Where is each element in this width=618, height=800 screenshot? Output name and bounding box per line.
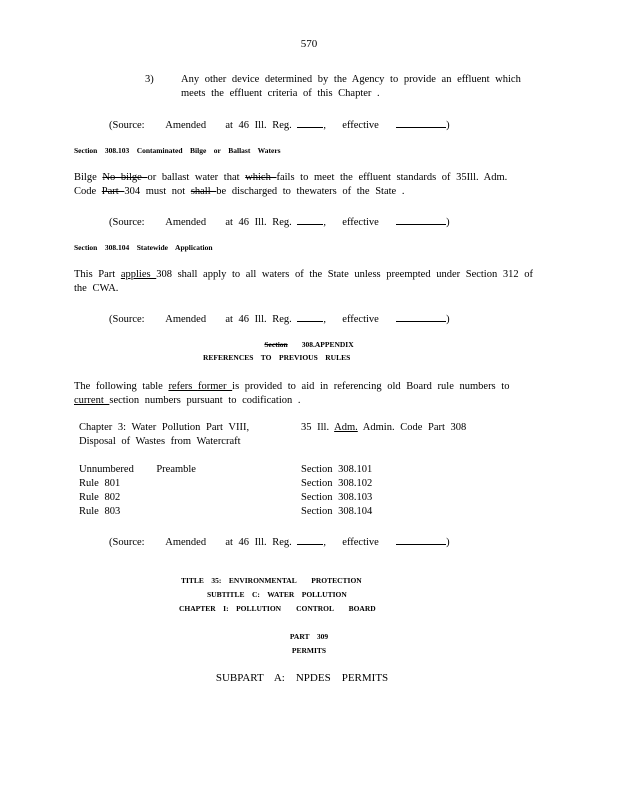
source-comma: , xyxy=(323,314,327,325)
appendix-text-line-2 xyxy=(74,395,301,406)
text-run: The following table xyxy=(74,381,169,392)
reg-blank xyxy=(297,214,323,225)
effective-blank xyxy=(396,117,446,128)
table-row-old: Unnumbered Preamble xyxy=(79,464,196,475)
text-run: fails to meet the effluent standards of 35Ill. Adm. xyxy=(276,172,508,183)
item-number: 3) xyxy=(145,74,154,85)
source-effective: effective xyxy=(342,537,379,548)
inserted-text: applies xyxy=(120,269,157,280)
source-open: (Source: xyxy=(109,120,145,131)
inserted-text: former xyxy=(197,381,233,392)
source-reg: at 46 Ill. Reg. xyxy=(225,120,292,131)
table-left-header-line-1: Chapter 3: Water Pollution Part VIII, xyxy=(79,422,250,433)
text-run: or ballast water that xyxy=(147,172,246,183)
section-308-103-text-line-1 xyxy=(74,172,507,183)
item-text-line-2: meets the effluent criteria of this Chapter . xyxy=(181,88,380,99)
source-comma: , xyxy=(323,120,327,131)
source-reg: at 46 Ill. Reg. xyxy=(225,314,292,325)
text-run: be discharged to thewaters of the State . xyxy=(216,186,405,197)
text-run: 308 shall apply to all waters of the State unless preempted under Section 312 of xyxy=(156,269,533,280)
table-row-old: Rule 803 xyxy=(79,506,121,517)
inserted-text: refers xyxy=(168,381,198,392)
table-right-header xyxy=(301,422,466,433)
source-amended: Amended xyxy=(165,217,207,228)
struck-text: shall xyxy=(190,186,217,197)
part-name: PERMITS xyxy=(291,646,327,655)
source-note xyxy=(109,117,450,131)
source-comma: , xyxy=(323,217,327,228)
text-run: 35 Ill. xyxy=(301,422,335,433)
table-row-new: Section 308.103 xyxy=(301,492,373,503)
source-open: (Source: xyxy=(109,537,145,548)
reg-blank xyxy=(297,534,323,545)
page-number: 570 xyxy=(300,38,318,50)
appendix-title: 308.APPENDIX xyxy=(301,340,354,349)
text-run: This Part xyxy=(74,269,121,280)
source-comma: , xyxy=(323,537,327,548)
title-line: TITLE 35: ENVIRONMENTAL PROTECTION xyxy=(181,576,362,585)
source-effective: effective xyxy=(342,314,379,325)
subpart-heading: SUBPART A: NPDES PERMITS xyxy=(215,672,389,684)
appendix-subtitle: REFERENCES TO PREVIOUS RULES xyxy=(203,353,351,362)
effective-blank xyxy=(396,311,446,322)
source-note xyxy=(109,534,450,548)
effective-blank xyxy=(396,534,446,545)
struck-text: which xyxy=(245,172,277,183)
appendix-text-line-1 xyxy=(74,381,509,392)
table-row-old: Rule 802 xyxy=(79,492,121,503)
text-run: section numbers pursuant to codification . xyxy=(109,395,301,406)
struck-text: Section xyxy=(264,340,288,349)
source-effective: effective xyxy=(342,120,379,131)
struck-text: No bilge xyxy=(102,172,148,183)
source-open: (Source: xyxy=(109,217,145,228)
text-run: Bilge xyxy=(74,172,103,183)
source-effective: effective xyxy=(342,217,379,228)
section-308-103-text-line-2 xyxy=(74,186,404,197)
source-note xyxy=(109,311,450,325)
appendix-heading xyxy=(0,340,618,349)
table-row-new: Section 308.104 xyxy=(301,506,373,517)
table-row-new: Section 308.102 xyxy=(301,478,373,489)
source-open: (Source: xyxy=(109,314,145,325)
text-run: is provided to aid in referencing old Board rule numbers to xyxy=(232,381,510,392)
reg-blank xyxy=(297,311,323,322)
source-close: ) xyxy=(446,314,450,325)
chapter-line: CHAPTER I: POLLUTION CONTROL BOARD xyxy=(179,604,376,613)
inserted-text: current xyxy=(74,395,110,406)
source-note xyxy=(109,214,450,228)
table-row-old: Rule 801 xyxy=(79,478,121,489)
reg-blank xyxy=(297,117,323,128)
effective-blank xyxy=(396,214,446,225)
source-amended: Amended xyxy=(165,537,207,548)
table-row-new: Section 308.101 xyxy=(301,464,373,475)
text-run: Code xyxy=(74,186,102,197)
subtitle-line: SUBTITLE C: WATER POLLUTION xyxy=(207,590,347,599)
section-308-103-heading: Section 308.103 Contaminated Bilge or Ballast Waters xyxy=(74,146,281,155)
source-reg: at 46 Ill. Reg. xyxy=(225,217,292,228)
inserted-text: Adm. xyxy=(334,422,358,433)
item-text-line-1: Any other device determined by the Agency to provide an effluent which xyxy=(181,74,521,85)
source-close: ) xyxy=(446,537,450,548)
source-close: ) xyxy=(446,120,450,131)
section-308-104-heading: Section 308.104 Statewide Application xyxy=(74,243,213,252)
source-reg: at 46 Ill. Reg. xyxy=(225,537,292,548)
struck-text: Part xyxy=(101,186,125,197)
text-run: 304 must not xyxy=(124,186,191,197)
part-line: PART 309 xyxy=(289,632,329,641)
source-amended: Amended xyxy=(165,120,207,131)
text-run: Admin. Code Part 308 xyxy=(357,422,467,433)
source-amended: Amended xyxy=(165,314,207,325)
table-left-header-line-2: Disposal of Wastes from Watercraft xyxy=(79,436,241,447)
section-308-104-text-line-1 xyxy=(74,269,533,280)
source-close: ) xyxy=(446,217,450,228)
section-308-104-text-line-2: the CWA. xyxy=(74,283,119,294)
